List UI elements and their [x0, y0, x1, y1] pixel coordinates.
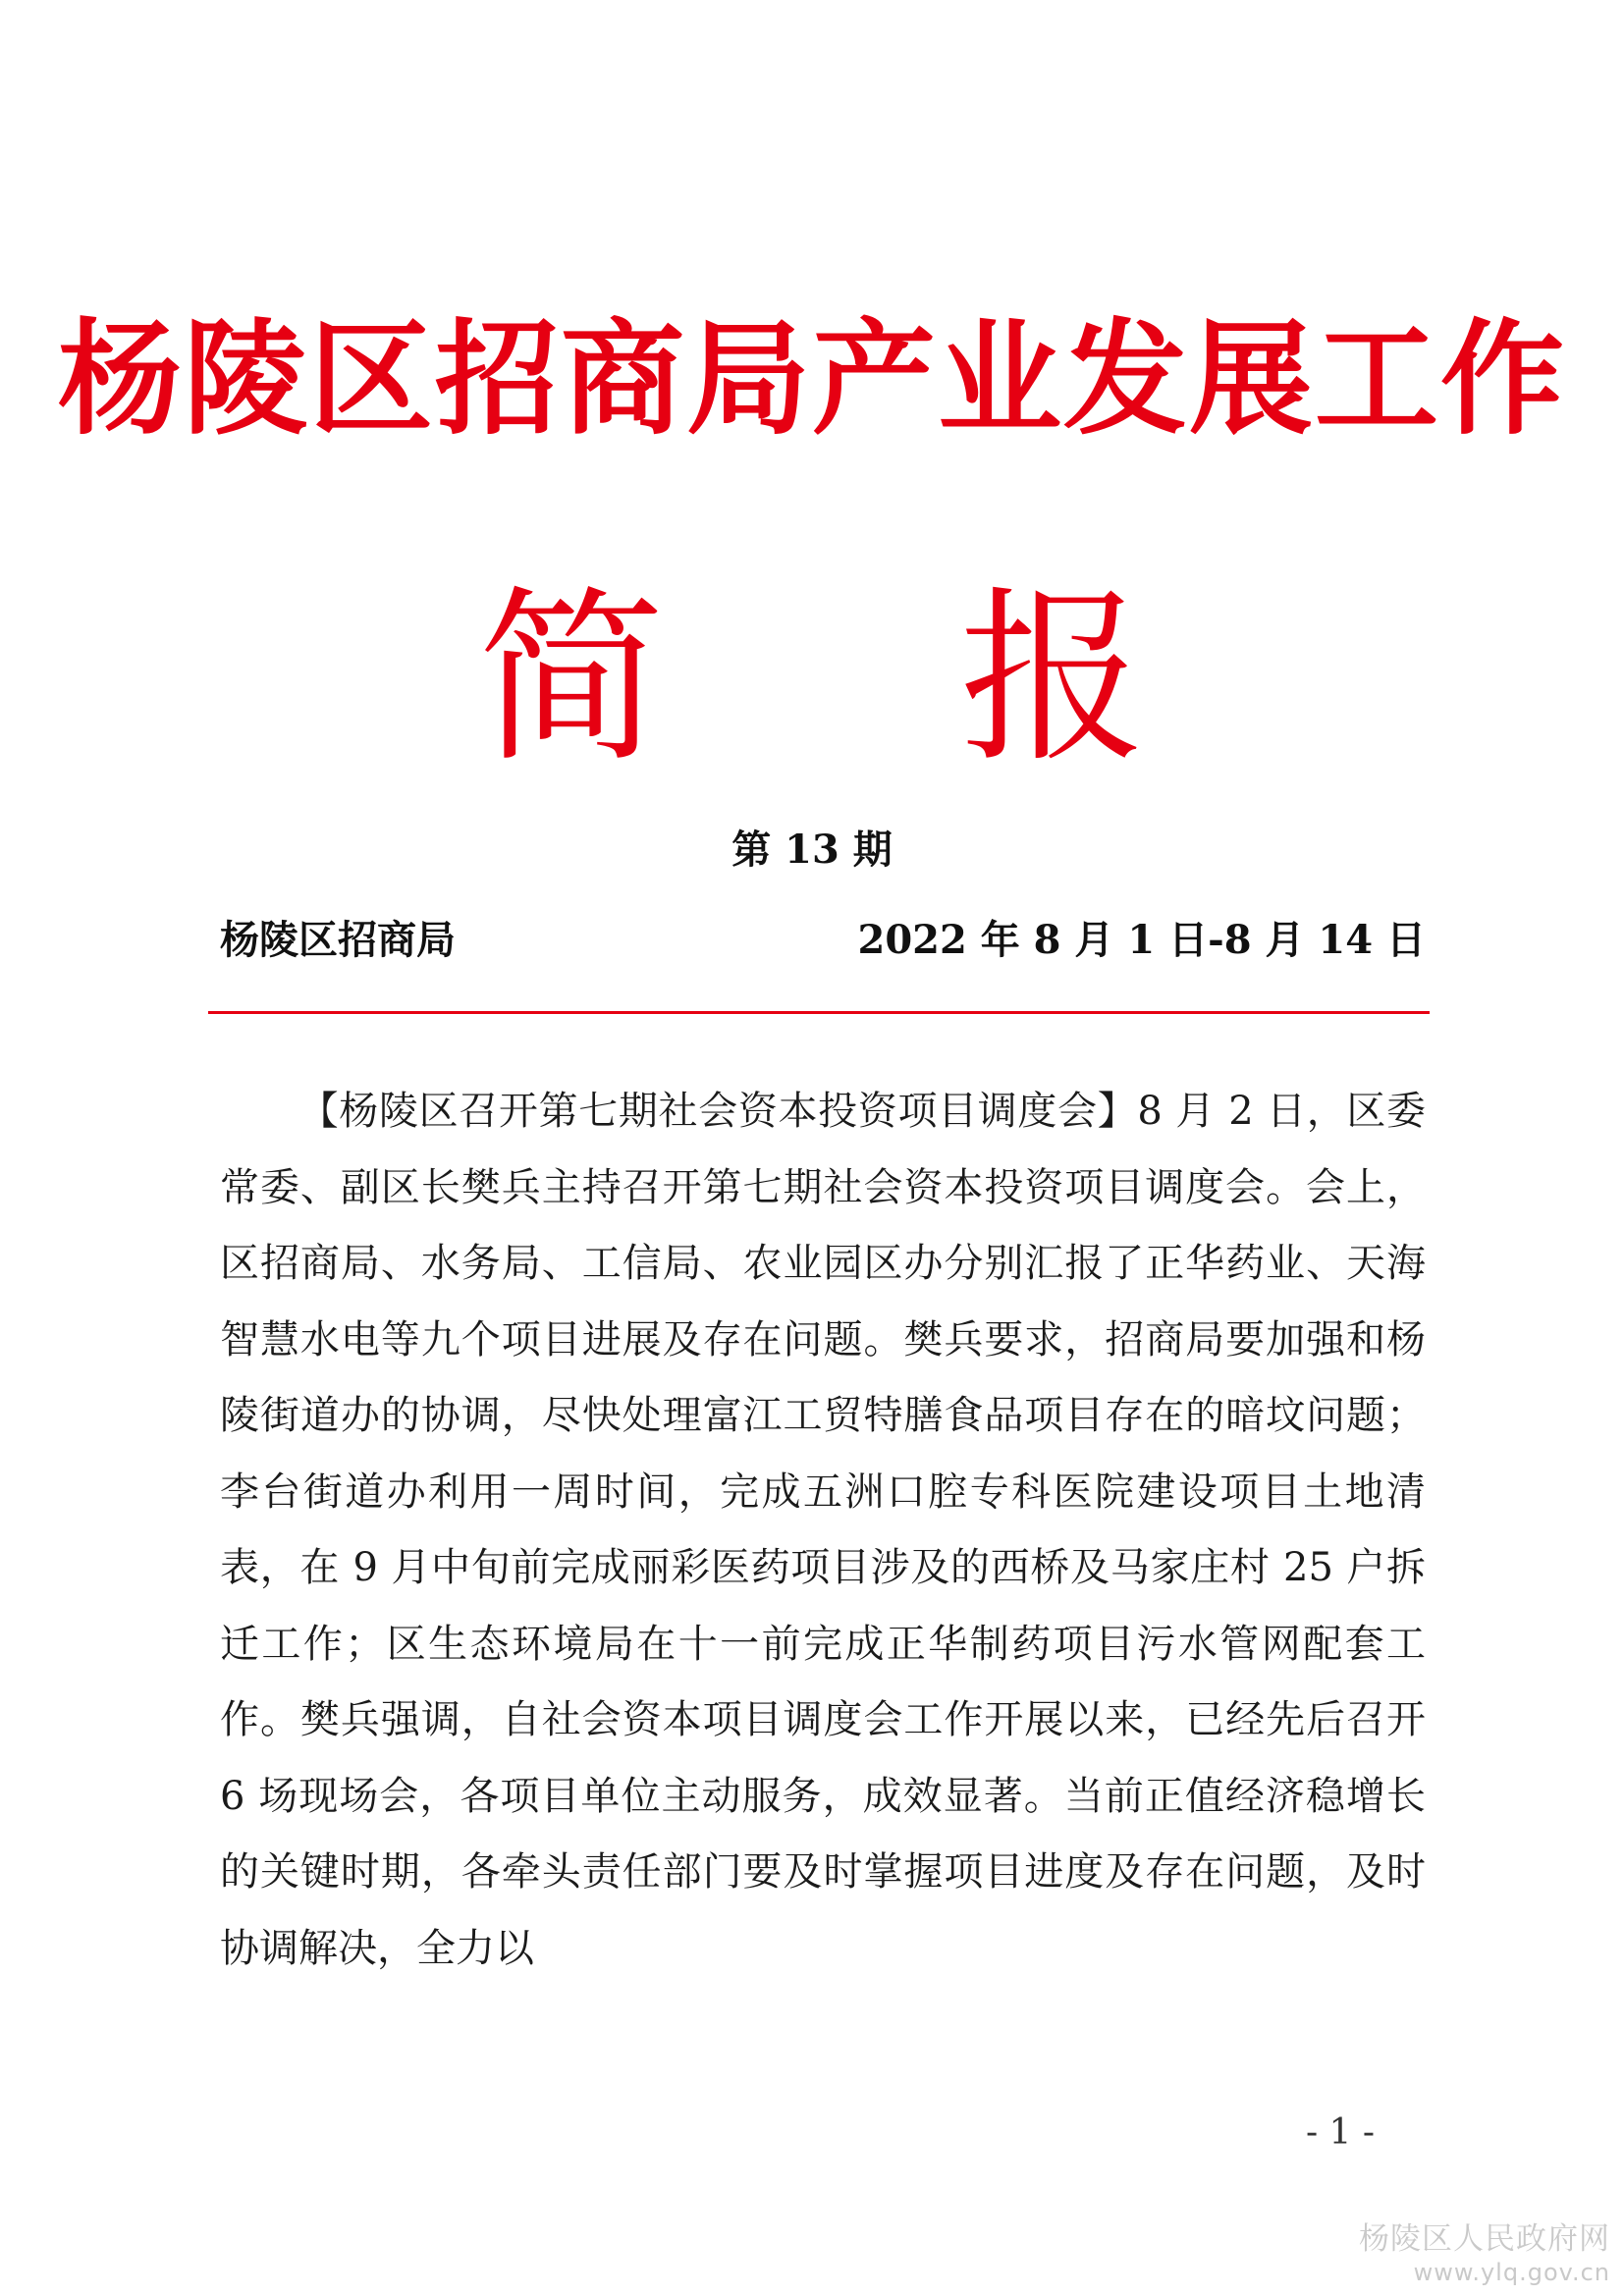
watermark-site-name: 杨陵区人民政府网 — [1359, 2221, 1610, 2257]
issuer-name: 杨陵区招商局 — [220, 916, 456, 963]
watermark-url: www.ylq.gov.cn — [1413, 2259, 1610, 2286]
article-paragraph: 【杨陵区召开第七期社会资本投资项目调度会】8 月 2 日，区委常委、副区长樊兵主持召开第七期社会资本投资项目调度会。会上，区招商局、水务局、工信局、农业园区办分别汇报了正华药业、天海智慧水电等九个项目进展及存在问题。樊兵要求，招商局要加强和杨陵街道办的协调，尽快处理富江工贸特膳食品项目存在的暗坟问题；李台街道办利用一周时间，完成五洲口腔专科医院建设项目土地清表，在 9 月中旬前完成丽彩医药项目涉及的西桥及马家庄村 25 户拆迁工作；区生态环境局在十一前完成正华制药项目污水管网配套工作。樊兵强调，自社会资本项目调度会工作开展以来，已经先后召开 6 场现场会，各项目单位主动服务，成效显著。当前正值经济稳增长的关键时期，各牵头责任部门要及时掌握项目进度及存在问题，及时协调解决，全力以 — [220, 1089, 1426, 1971]
issuer-date-row — [220, 907, 1426, 966]
masthead-subtitle: 简 报 — [477, 570, 1265, 787]
red-divider — [208, 1011, 1430, 1014]
site-watermark — [1359, 2220, 1610, 2287]
date-range: 2022 年 8 月 1 日-8 月 14 日 — [857, 916, 1426, 963]
masthead-title: 杨陵区招商局产业发展工作 — [58, 307, 1566, 452]
page-number: - 1 - — [1305, 2112, 1376, 2153]
article-body — [220, 1074, 1426, 1987]
issue-number: 第 13 期 — [731, 827, 893, 873]
